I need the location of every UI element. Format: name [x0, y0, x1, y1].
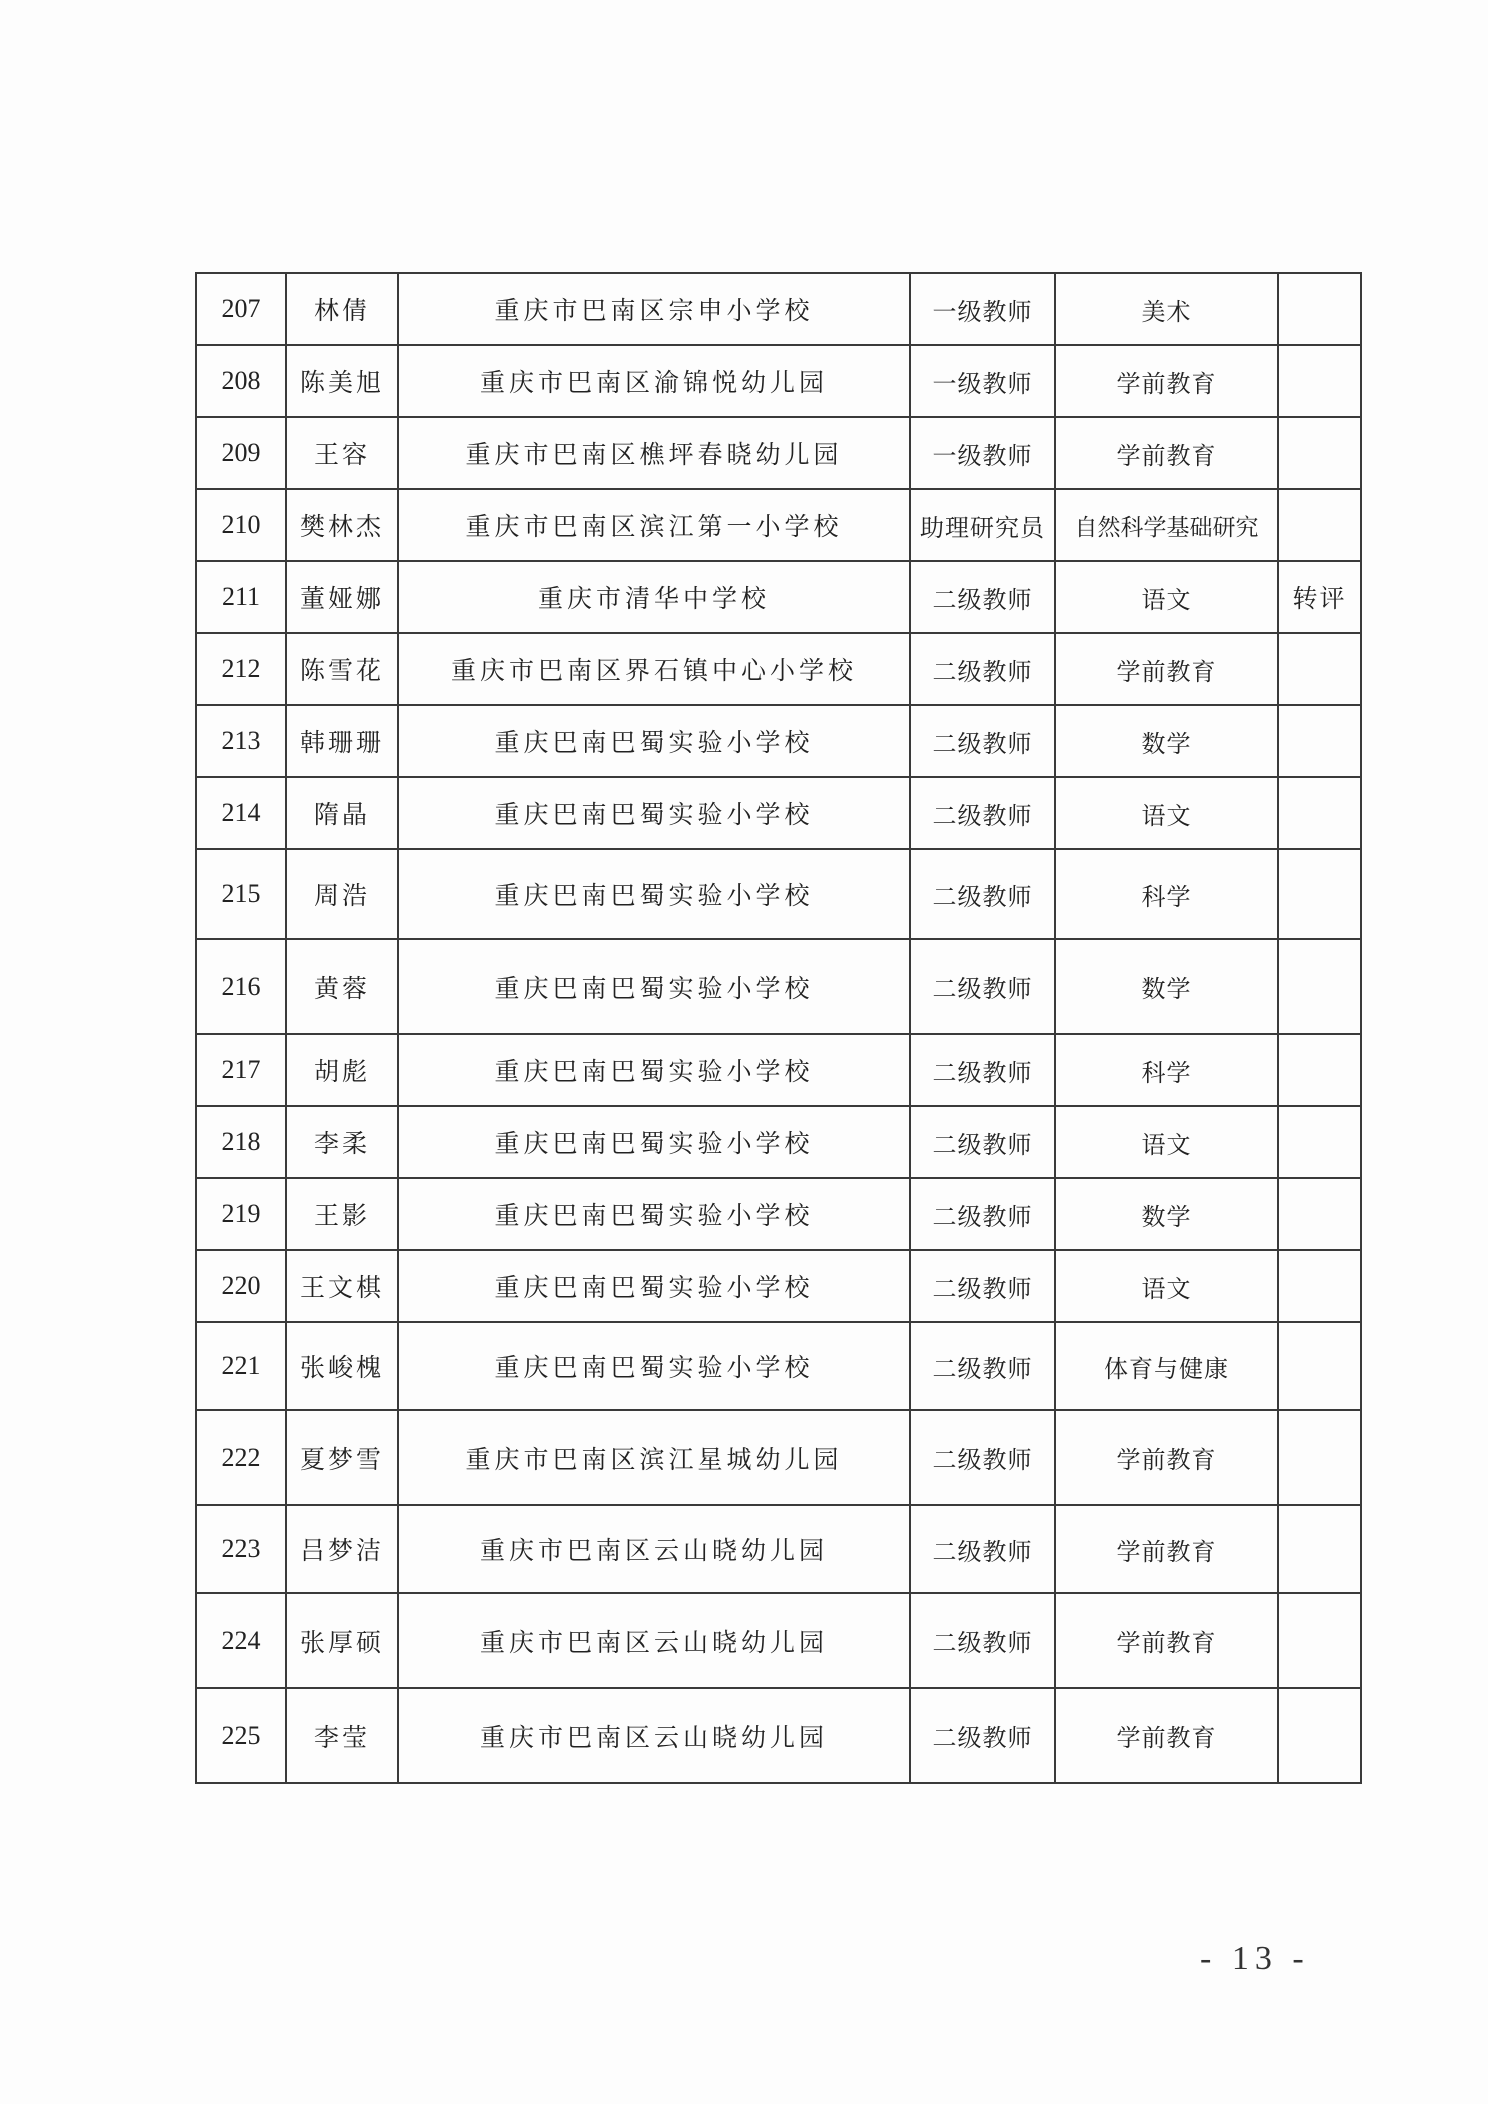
subject-cell: 学前教育 — [1055, 1688, 1278, 1783]
school-name-cell: 重庆市巴南区滨江星城幼儿园 — [398, 1410, 910, 1505]
table-row — [196, 1322, 1361, 1410]
teacher-name-cell: 夏梦雪 — [286, 1410, 398, 1505]
table-row — [196, 777, 1361, 849]
subject-cell: 科学 — [1055, 849, 1278, 939]
school-name-cell: 重庆巴南巴蜀实验小学校 — [398, 849, 910, 939]
subject-cell: 语文 — [1055, 561, 1278, 633]
row-number-cell: 209 — [196, 417, 286, 489]
remark-cell — [1278, 849, 1361, 939]
row-number-cell: 219 — [196, 1178, 286, 1250]
subject-cell: 学前教育 — [1055, 1593, 1278, 1688]
subject-cell: 数学 — [1055, 705, 1278, 777]
teacher-name-cell: 周浩 — [286, 849, 398, 939]
table-row — [196, 1505, 1361, 1593]
remark-cell — [1278, 1505, 1361, 1593]
professional-title-cell: 二级教师 — [910, 1593, 1055, 1688]
school-name-cell: 重庆市巴南区界石镇中心小学校 — [398, 633, 910, 705]
school-name-cell: 重庆巴南巴蜀实验小学校 — [398, 1034, 910, 1106]
roster-body — [196, 273, 1361, 1783]
teacher-roster-table — [195, 272, 1362, 1784]
school-name-cell: 重庆巴南巴蜀实验小学校 — [398, 1178, 910, 1250]
table-row — [196, 1688, 1361, 1783]
professional-title-cell: 二级教师 — [910, 1322, 1055, 1410]
remark-cell — [1278, 489, 1361, 561]
table-row — [196, 849, 1361, 939]
remark-cell — [1278, 1034, 1361, 1106]
professional-title-cell: 二级教师 — [910, 1505, 1055, 1593]
professional-title-cell: 助理研究员 — [910, 489, 1055, 561]
table-row — [196, 1178, 1361, 1250]
subject-cell: 语文 — [1055, 1106, 1278, 1178]
teacher-name-cell: 黄蓉 — [286, 939, 398, 1034]
professional-title-cell: 一级教师 — [910, 273, 1055, 345]
row-number-cell: 216 — [196, 939, 286, 1034]
subject-cell: 数学 — [1055, 939, 1278, 1034]
subject-cell: 语文 — [1055, 1250, 1278, 1322]
teacher-name-cell: 隋晶 — [286, 777, 398, 849]
teacher-name-cell: 樊林杰 — [286, 489, 398, 561]
remark-cell — [1278, 777, 1361, 849]
subject-cell: 学前教育 — [1055, 345, 1278, 417]
teacher-name-cell: 董娅娜 — [286, 561, 398, 633]
teacher-name-cell: 陈雪花 — [286, 633, 398, 705]
school-name-cell: 重庆市巴南区云山晓幼儿园 — [398, 1688, 910, 1783]
row-number-cell: 221 — [196, 1322, 286, 1410]
school-name-cell: 重庆巴南巴蜀实验小学校 — [398, 705, 910, 777]
table-row — [196, 1034, 1361, 1106]
professional-title-cell: 二级教师 — [910, 1250, 1055, 1322]
professional-title-cell: 二级教师 — [910, 1410, 1055, 1505]
school-name-cell: 重庆巴南巴蜀实验小学校 — [398, 1322, 910, 1410]
professional-title-cell: 二级教师 — [910, 849, 1055, 939]
row-number-cell: 222 — [196, 1410, 286, 1505]
row-number-cell: 223 — [196, 1505, 286, 1593]
remark-cell — [1278, 273, 1361, 345]
professional-title-cell: 二级教师 — [910, 939, 1055, 1034]
remark-cell — [1278, 1178, 1361, 1250]
table-row — [196, 1593, 1361, 1688]
remark-cell — [1278, 345, 1361, 417]
row-number-cell: 207 — [196, 273, 286, 345]
row-number-cell: 220 — [196, 1250, 286, 1322]
professional-title-cell: 二级教师 — [910, 633, 1055, 705]
row-number-cell: 218 — [196, 1106, 286, 1178]
remark-cell — [1278, 939, 1361, 1034]
table-row — [196, 1106, 1361, 1178]
teacher-name-cell: 王容 — [286, 417, 398, 489]
remark-cell — [1278, 633, 1361, 705]
subject-cell: 学前教育 — [1055, 1505, 1278, 1593]
remark-cell — [1278, 1106, 1361, 1178]
school-name-cell: 重庆巴南巴蜀实验小学校 — [398, 939, 910, 1034]
professional-title-cell: 二级教师 — [910, 705, 1055, 777]
professional-title-cell: 二级教师 — [910, 1034, 1055, 1106]
row-number-cell: 214 — [196, 777, 286, 849]
remark-cell — [1278, 1322, 1361, 1410]
subject-cell: 美术 — [1055, 273, 1278, 345]
table-row — [196, 1250, 1361, 1322]
school-name-cell: 重庆巴南巴蜀实验小学校 — [398, 1106, 910, 1178]
teacher-name-cell: 李柔 — [286, 1106, 398, 1178]
school-name-cell: 重庆市巴南区樵坪春晓幼儿园 — [398, 417, 910, 489]
table-row — [196, 633, 1361, 705]
teacher-name-cell: 韩珊珊 — [286, 705, 398, 777]
remark-cell — [1278, 1410, 1361, 1505]
row-number-cell: 224 — [196, 1593, 286, 1688]
table-row — [196, 273, 1361, 345]
teacher-name-cell: 张厚硕 — [286, 1593, 398, 1688]
school-name-cell: 重庆市巴南区渝锦悦幼儿园 — [398, 345, 910, 417]
school-name-cell: 重庆市清华中学校 — [398, 561, 910, 633]
table-row — [196, 705, 1361, 777]
table-row — [196, 561, 1361, 633]
row-number-cell: 208 — [196, 345, 286, 417]
table-row — [196, 1410, 1361, 1505]
school-name-cell: 重庆市巴南区滨江第一小学校 — [398, 489, 910, 561]
row-number-cell: 215 — [196, 849, 286, 939]
remark-cell: 转评 — [1278, 561, 1361, 633]
teacher-name-cell: 李莹 — [286, 1688, 398, 1783]
row-number-cell: 210 — [196, 489, 286, 561]
teacher-name-cell: 胡彪 — [286, 1034, 398, 1106]
professional-title-cell: 一级教师 — [910, 417, 1055, 489]
table-row — [196, 417, 1361, 489]
professional-title-cell: 二级教师 — [910, 561, 1055, 633]
row-number-cell: 212 — [196, 633, 286, 705]
teacher-name-cell: 王影 — [286, 1178, 398, 1250]
school-name-cell: 重庆巴南巴蜀实验小学校 — [398, 1250, 910, 1322]
school-name-cell: 重庆市巴南区宗申小学校 — [398, 273, 910, 345]
remark-cell — [1278, 1593, 1361, 1688]
page-number: - 13 - — [1200, 1940, 1310, 1977]
teacher-name-cell: 陈美旭 — [286, 345, 398, 417]
school-name-cell: 重庆市巴南区云山晓幼儿园 — [398, 1505, 910, 1593]
remark-cell — [1278, 1250, 1361, 1322]
remark-cell — [1278, 705, 1361, 777]
teacher-name-cell: 王文棋 — [286, 1250, 398, 1322]
professional-title-cell: 二级教师 — [910, 777, 1055, 849]
professional-title-cell: 二级教师 — [910, 1688, 1055, 1783]
subject-cell: 学前教育 — [1055, 633, 1278, 705]
subject-cell: 科学 — [1055, 1034, 1278, 1106]
subject-cell: 学前教育 — [1055, 1410, 1278, 1505]
subject-cell: 自然科学基础研究 — [1055, 489, 1278, 561]
teacher-name-cell: 吕梦洁 — [286, 1505, 398, 1593]
teacher-name-cell: 张峻槐 — [286, 1322, 398, 1410]
subject-cell: 数学 — [1055, 1178, 1278, 1250]
table-row — [196, 345, 1361, 417]
row-number-cell: 213 — [196, 705, 286, 777]
teacher-name-cell: 林倩 — [286, 273, 398, 345]
table-row — [196, 489, 1361, 561]
remark-cell — [1278, 1688, 1361, 1783]
professional-title-cell: 二级教师 — [910, 1178, 1055, 1250]
professional-title-cell: 二级教师 — [910, 1106, 1055, 1178]
school-name-cell: 重庆巴南巴蜀实验小学校 — [398, 777, 910, 849]
subject-cell: 学前教育 — [1055, 417, 1278, 489]
row-number-cell: 225 — [196, 1688, 286, 1783]
row-number-cell: 211 — [196, 561, 286, 633]
school-name-cell: 重庆市巴南区云山晓幼儿园 — [398, 1593, 910, 1688]
subject-cell: 体育与健康 — [1055, 1322, 1278, 1410]
row-number-cell: 217 — [196, 1034, 286, 1106]
table-row — [196, 939, 1361, 1034]
remark-cell — [1278, 417, 1361, 489]
professional-title-cell: 一级教师 — [910, 345, 1055, 417]
subject-cell: 语文 — [1055, 777, 1278, 849]
